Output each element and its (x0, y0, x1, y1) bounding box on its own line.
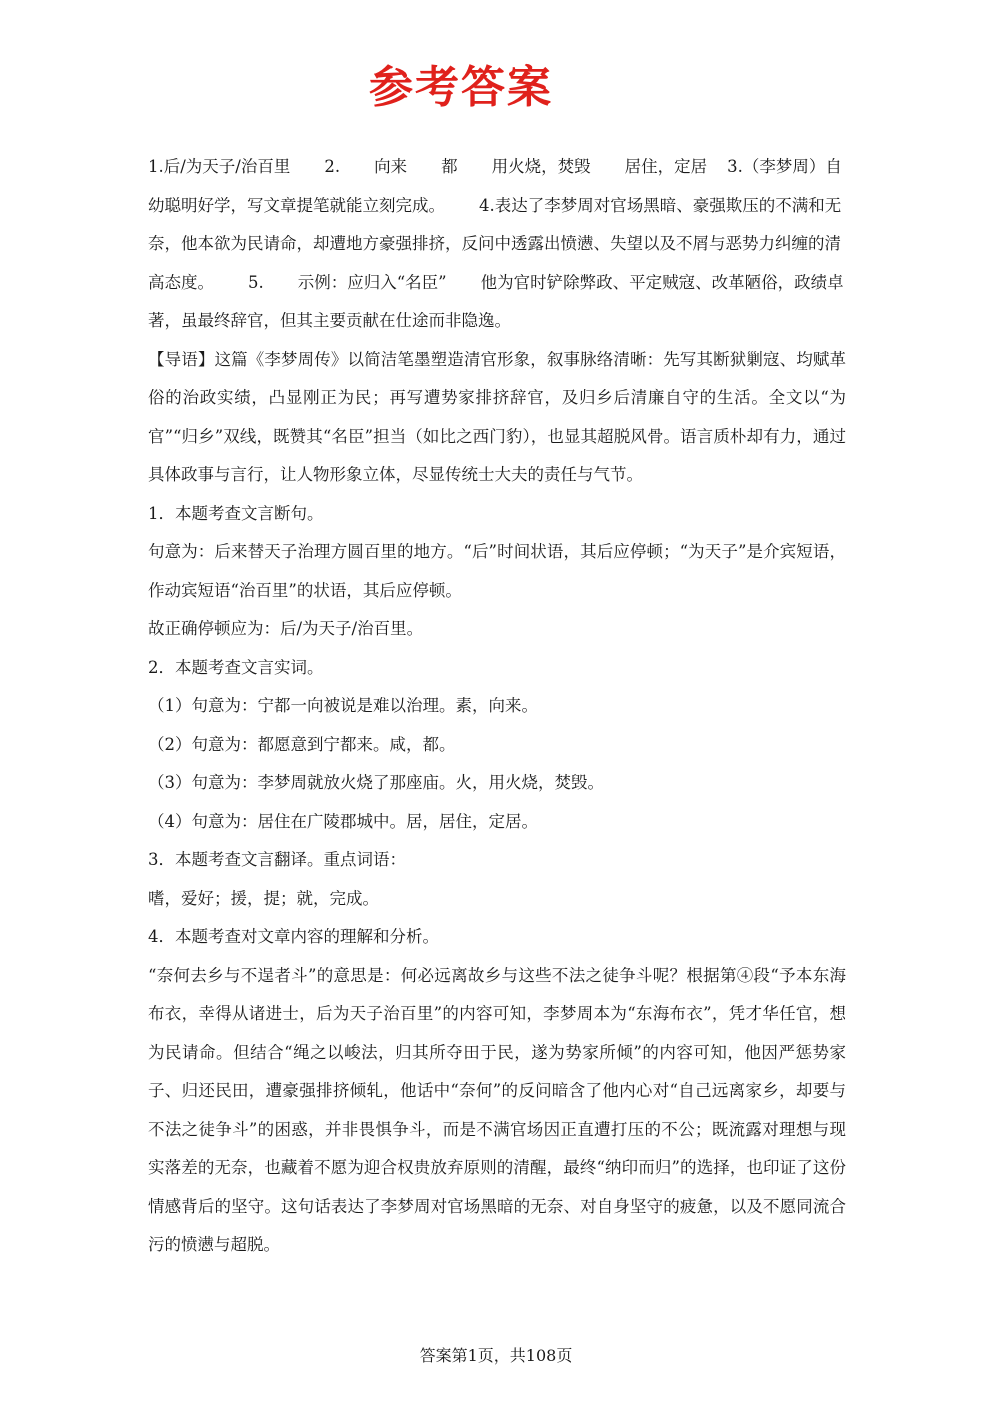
page-footer: 答案第1页，共108页 (419, 1346, 573, 1365)
explanation-paragraph: （1）句意为：宁都一向被说是难以治理。素，向来。 (148, 696, 538, 715)
explanation-paragraph: （4）句意为：居住在广陵郡城中。居，居住，定居。 (148, 811, 538, 831)
answer-summary (148, 148, 846, 341)
explanation-paragraph: （2）句意为：都愿意到宁都来。咸，都。 (148, 734, 456, 754)
explanation-paragraph: （3）句意为：李梦周就放火烧了那座庙。火，用火烧，焚毁。 (148, 773, 604, 792)
explanation-paragraph: 故正确停顿应为：后/为天子/治百里。 (148, 619, 424, 638)
explanation-paragraph: “奈何去乡与不逞者斗”的意思是：何必远离故乡与这些不法之徒争斗呢？根据第④段“予本东海布衣，幸得从诸进士，后为天子治百里”的内容可知，李梦周本为“东海布衣”，凭才华任官，想为民请命。但结合“绳之以峻法，归其所夺田于民，遂为势家所倾”的内容可知，他因严惩势家子、归还民田，遭豪强排挤倾轧，他话中“奈何”的反问暗含了他内心对“自己远离家乡，却要与不法之徒争斗”的困惑，并非畏惧争斗，而是不满官场因正直遭打压的不公；既流露对理想与现实落差的无奈，也藏着不愿为迎合权贵放弃原则的清醒，最终“纳印而归”的选择，也印证了这份情感背后的坚守。这句话表达了李梦周对官场黑暗的无奈、对自身坚守的疲惫，以及不愿同流合污的愤懑与超脱。 (148, 965, 846, 1254)
section-heading-1: 1．本题考查文言断句。 (148, 503, 324, 523)
answer-5: 示例：应归入“名臣” (297, 272, 447, 292)
explanation-paragraph: 句意为：后来替天子治理方圆百里的地方。“后”时间状语，其后应停顿；“为天子”是介宾短语，作动宾短语“治百里”的状语，其后应停顿。 (148, 542, 846, 600)
section-heading-2: 2．本题考查文言实词。 (148, 657, 324, 677)
section-heading-3: 3．本题考查文言翻译。重点词语： (148, 850, 406, 869)
section-heading-4: 4．本题考查对文章内容的理解和分析。 (148, 927, 439, 946)
answer-5-reason: 他为官时铲除弊政、平定贼寇、改革陋俗，政绩卓著，虽最终辞官，但其主要贡献在仕途而非隐逸。 (148, 272, 844, 330)
answer-2-item-1: 向来 (374, 157, 408, 176)
answer-1: 后/为天子/治百里 (163, 157, 291, 176)
answer-4-number: 4. (479, 195, 495, 215)
answer-3-number: 3. (727, 157, 743, 176)
document-body (148, 148, 846, 1265)
answer-5-number: 5. (248, 272, 264, 292)
answer-2-item-4: 居住，定居 (624, 157, 708, 176)
answer-4: 表达了李梦周对官场黑暗、豪强欺压的不满和无奈，他本欲为民请命，却遭地方豪强排挤，反问中透露出愤懑、失望以及不屑与恶势力纠缠的清高态度。 (148, 195, 842, 292)
answer-1-number: 1. (148, 157, 164, 176)
explanation-paragraph: 嗜，爱好；援，提；就，完成。 (148, 888, 379, 908)
answer-2-number: 2. (324, 157, 341, 176)
answer-2-item-3: 用火烧，焚毁 (491, 157, 591, 176)
page-title: 参考答案 (369, 62, 553, 113)
intro-paragraph: 【导语】这篇《李梦周传》以简洁笔墨塑造清官形象，叙事脉络清晰：先写其断狱剿寇、均赋革俗的治政实绩，凸显刚正为民；再写遭势家排挤辞官，及归乡后清廉自守的生活。全文以“为官”“归乡”双线，既赞其“名臣”担当（如比之西门豹），也显其超脱风骨。语言质朴却有力，通过具体政事与言行，让人物形象立体，尽显传统士大夫的责任与气节。 (148, 349, 846, 484)
answer-3: （李梦周）自幼聪明好学，写文章提笔就能立刻完成。 (148, 157, 842, 215)
answer-2-item-2: 都 (441, 157, 458, 176)
